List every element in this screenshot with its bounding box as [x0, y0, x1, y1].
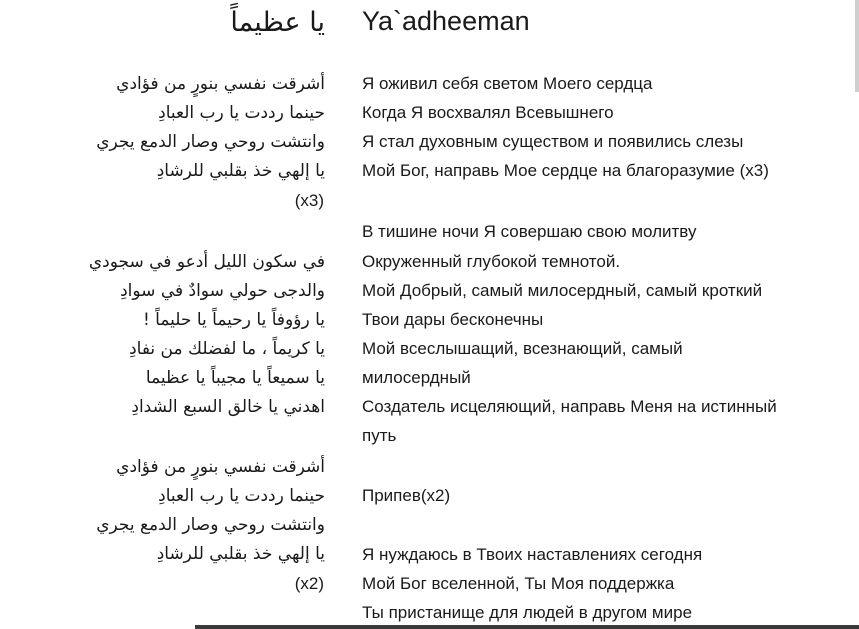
title-latin: Ya`adheeman [362, 6, 530, 36]
arabic-line: أشرقت نفسي بنورٍ من فؤادي [116, 457, 325, 477]
arabic-line: اهدني يا خالق السبع الشدادِ [131, 397, 325, 417]
arabic-line: وانتشت روحي وصار الدمع يجري [96, 132, 325, 152]
russian-line: Окруженный глубокой темнотой. [362, 252, 621, 271]
arabic-line: يا إلهي خذ بقلبي للرشادِ [156, 544, 325, 564]
russian-line: милосердный [362, 368, 471, 387]
arabic-line: يا كريماً ، ما لفضلك من نفادِ [129, 339, 325, 359]
russian-line: Мой Добрый, самый милосердный, самый кроткий [362, 281, 763, 300]
russian-line: Мой Бог, направь Мое сердце на благоразумие (x3) [362, 161, 769, 180]
russian-line: Я стал духовным существом и появились слезы [362, 132, 744, 151]
russian-line: Когда Я восхвалял Всевышнего [362, 103, 614, 122]
arabic-line: والدجى حولي سوادٌ في سوادِ [120, 281, 325, 301]
russian-line: Создатель исцеляющий, направь Меня на истинный [362, 397, 777, 416]
russian-line: путь [362, 426, 397, 445]
arabic-line: في سكون الليل أدعو في سجودي [88, 252, 325, 272]
arabic-repeat-marker: (x2) [294, 574, 324, 593]
russian-line: В тишине ночи Я совершаю свою молитву [362, 222, 697, 241]
chorus-label: Припев(x2) [362, 486, 451, 505]
russian-line: Ты пристанище для людей в другом мире [362, 603, 693, 622]
arabic-line: حينما رددت يا رب العبادِ [158, 486, 325, 506]
russian-line: Мой всеслышащий, всезнающий, самый [362, 339, 683, 358]
arabic-line: حينما رددت يا رب العبادِ [158, 103, 325, 123]
russian-line: Я оживил себя светом Моего сердца [362, 74, 653, 93]
russian-line: Я нуждаюсь в Твоих наставлениях сегодня [362, 545, 703, 564]
arabic-line: يا رؤوفاً يا رحيماً يا حليماً ! [142, 310, 325, 330]
arabic-line: وانتشت روحي وصار الدمع يجري [96, 515, 325, 535]
arabic-line: يا سميعاً يا مجيباً يا عظيما [145, 368, 325, 388]
russian-line: Мой Бог вселенной, Ты Моя поддержка [362, 574, 675, 593]
russian-line: Твои дары бесконечны [362, 310, 544, 329]
arabic-repeat-marker: (x3) [294, 191, 324, 210]
horizontal-scrollbar[interactable] [195, 625, 859, 629]
title-arabic: يا عظيماً [230, 7, 325, 38]
vertical-scrollbar[interactable] [855, 0, 859, 92]
arabic-line: أشرقت نفسي بنورٍ من فؤادي [116, 74, 325, 94]
arabic-line: يا إلهي خذ بقلبي للرشادِ [156, 161, 325, 181]
